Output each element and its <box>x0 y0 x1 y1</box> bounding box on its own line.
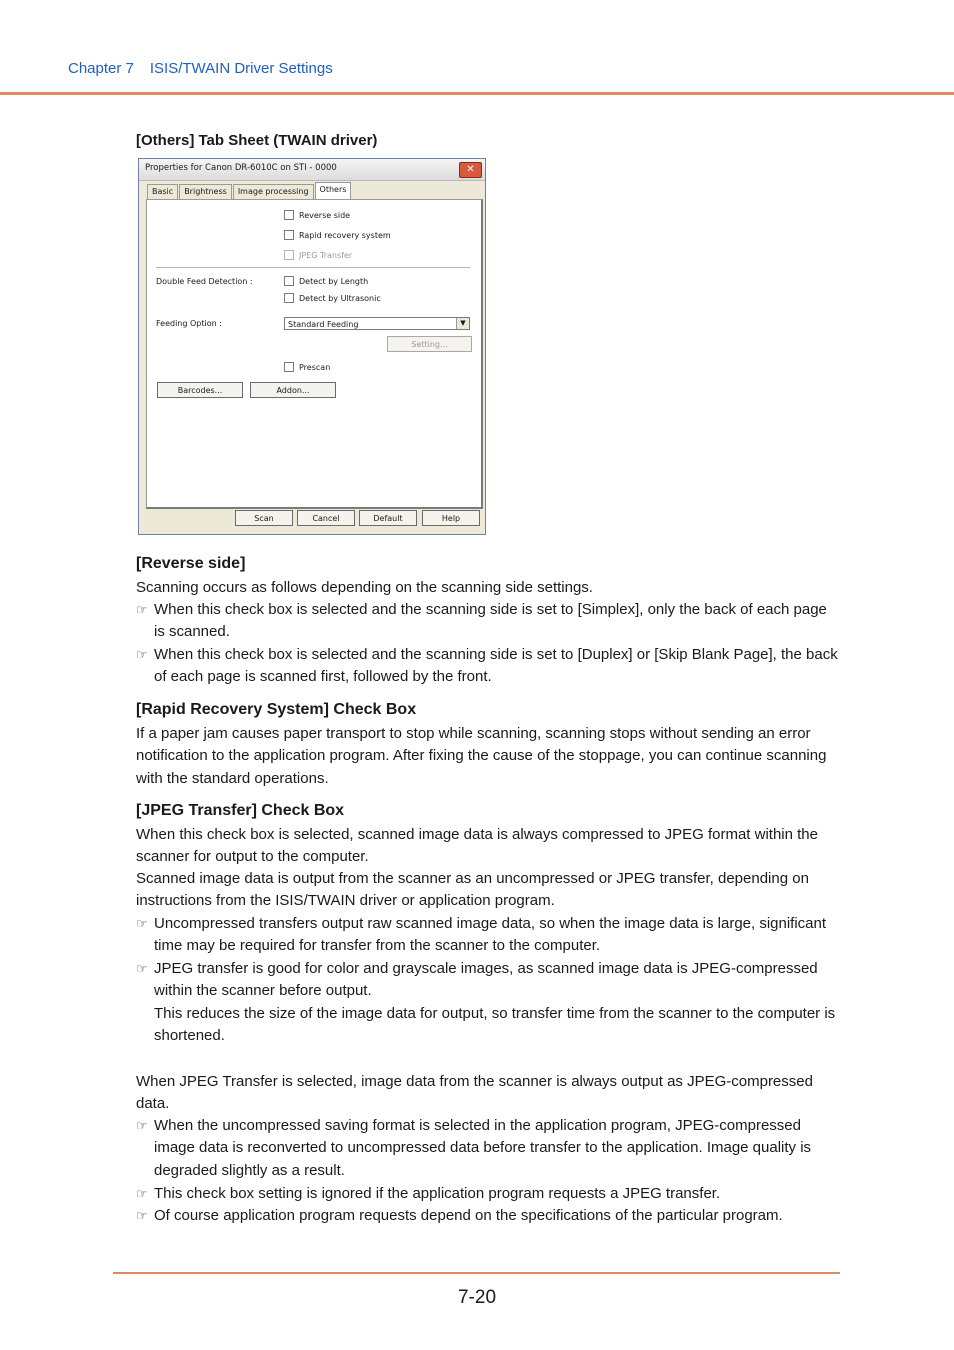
double-feed-label: Double Feed Detection : <box>156 277 253 286</box>
checkbox-label: JPEG Transfer <box>299 250 353 260</box>
bullet-item <box>136 1205 841 1227</box>
tab-brightness[interactable]: Brightness <box>179 184 232 200</box>
feeding-option-select[interactable] <box>284 317 470 330</box>
chevron-down-icon[interactable]: ▼ <box>456 318 469 329</box>
pointing-hand-icon: ☞ <box>136 1186 148 1201</box>
bullet-text: Uncompressed transfers output raw scanned image data, so when the image data is large, significant time may be required for transfer from the scanner to the computer. <box>154 915 827 955</box>
pointing-hand-icon: ☞ <box>136 961 148 976</box>
pointing-hand-icon: ☞ <box>136 1118 148 1133</box>
dialog-titlebar <box>139 159 485 181</box>
checkbox-box <box>284 293 294 303</box>
pointing-hand-icon: ☞ <box>136 602 148 617</box>
bullet-item <box>136 644 841 689</box>
bullet-item <box>136 599 841 644</box>
checkbox-label: Detect by Length <box>299 276 369 286</box>
addon-button[interactable]: Addon... <box>250 382 336 398</box>
prescan-checkbox[interactable] <box>284 362 330 372</box>
section-heading-reverse-side: [Reverse side] <box>136 555 246 572</box>
checkbox-box <box>284 210 294 220</box>
jpeg-transfer-checkbox[interactable] <box>284 250 352 260</box>
dialog-tabs <box>147 184 352 200</box>
bullet-item <box>136 1115 841 1182</box>
scan-button[interactable]: Scan <box>235 510 293 526</box>
setting-button[interactable]: Setting... <box>387 336 472 352</box>
paragraph: If a paper jam causes paper transport to stop while scanning, scanning stops without sending an error notification to the application program. After fixing the cause of the stoppage, you can continue scanning with the standard operations. <box>136 725 827 787</box>
header-divider <box>0 92 954 95</box>
pointing-hand-icon: ☞ <box>136 916 148 931</box>
chapter-number: Chapter 7 <box>68 60 134 77</box>
default-button[interactable]: Default <box>359 510 417 526</box>
bullet-text: Of course application program requests depend on the specifications of the particular program. <box>154 1207 783 1224</box>
bullet-item <box>136 913 841 958</box>
checkbox-box <box>284 276 294 286</box>
checkbox-box <box>284 250 294 260</box>
bullet-text: When the uncompressed saving format is selected in the application program, JPEG-compressed image data is reconverted to uncompressed data before transfer to the application. Image quality is degraded slightly as a result. <box>154 1117 812 1179</box>
dialog-title: Properties for Canon DR-6010C on STI - 0000 <box>145 163 337 173</box>
checkbox-box <box>284 362 294 372</box>
bullet-item <box>136 958 841 1003</box>
bullet-continuation: This reduces the size of the image data for output, so transfer time from the scanner to the computer is shortened. <box>154 1005 836 1045</box>
bullet-item <box>136 1183 841 1205</box>
reverse-side-checkbox[interactable] <box>284 210 350 220</box>
pointing-hand-icon: ☞ <box>136 647 148 662</box>
detect-ultrasonic-checkbox[interactable] <box>284 293 381 303</box>
cancel-button[interactable]: Cancel <box>297 510 355 526</box>
feeding-option-value: Standard Feeding <box>288 320 359 329</box>
paragraph: When JPEG Transfer is selected, image data from the scanner is always output as JPEG-compressed data. <box>136 1073 813 1113</box>
checkbox-label: Reverse side <box>299 210 351 220</box>
paragraph: Scanning occurs as follows depending on the scanning side settings. <box>136 579 593 596</box>
properties-dialog-screenshot <box>138 158 486 535</box>
rapid-recovery-checkbox[interactable] <box>284 230 391 240</box>
tab-basic[interactable]: Basic <box>147 184 178 200</box>
tab-image-processing[interactable]: Image processing <box>233 184 314 200</box>
checkbox-label: Rapid recovery system <box>299 230 391 240</box>
help-button[interactable]: Help <box>422 510 480 526</box>
figure-caption: [Others] Tab Sheet (TWAIN driver) <box>136 132 378 149</box>
bullet-text: This check box setting is ignored if the application program requests a JPEG transfer. <box>154 1185 721 1202</box>
checkbox-box <box>284 230 294 240</box>
chapter-title: ISIS/TWAIN Driver Settings <box>149 60 333 77</box>
checkbox-label: Detect by Ultrasonic <box>299 293 381 303</box>
paragraph: Scanned image data is output from the scanner as an uncompressed or JPEG transfer, depending on instructions from the ISIS/TWAIN driver or application program. <box>136 870 809 910</box>
detect-length-checkbox[interactable] <box>284 276 368 286</box>
tab-others[interactable]: Others <box>315 182 352 200</box>
bullet-text: When this check box is selected and the scanning side is set to [Simplex], only the back of each page is scanned. <box>154 601 827 641</box>
checkbox-label: Prescan <box>299 362 331 372</box>
section-heading-rapid-recovery: [Rapid Recovery System] Check Box <box>136 701 417 718</box>
running-header <box>68 60 333 77</box>
page-number: 7-20 <box>457 1287 497 1308</box>
section-heading-jpeg-transfer: [JPEG Transfer] Check Box <box>136 802 345 819</box>
bullet-text: When this check box is selected and the scanning side is set to [Duplex] or [Skip Blank Page], the back of each page is scanned first, followed by the front. <box>154 646 838 686</box>
paragraph: When this check box is selected, scanned image data is always compressed to JPEG format within the scanner for output to the computer. <box>136 826 818 866</box>
others-tab-panel <box>146 199 483 509</box>
close-icon[interactable]: ✕ <box>459 162 482 178</box>
bullet-text: JPEG transfer is good for color and grayscale images, as scanned image data is JPEG-compressed within the scanner before output. <box>154 960 818 1000</box>
group-separator <box>156 267 470 268</box>
pointing-hand-icon: ☞ <box>136 1208 148 1223</box>
barcodes-button[interactable]: Barcodes... <box>157 382 243 398</box>
feeding-option-label: Feeding Option : <box>156 319 222 328</box>
footer-divider <box>113 1272 840 1274</box>
